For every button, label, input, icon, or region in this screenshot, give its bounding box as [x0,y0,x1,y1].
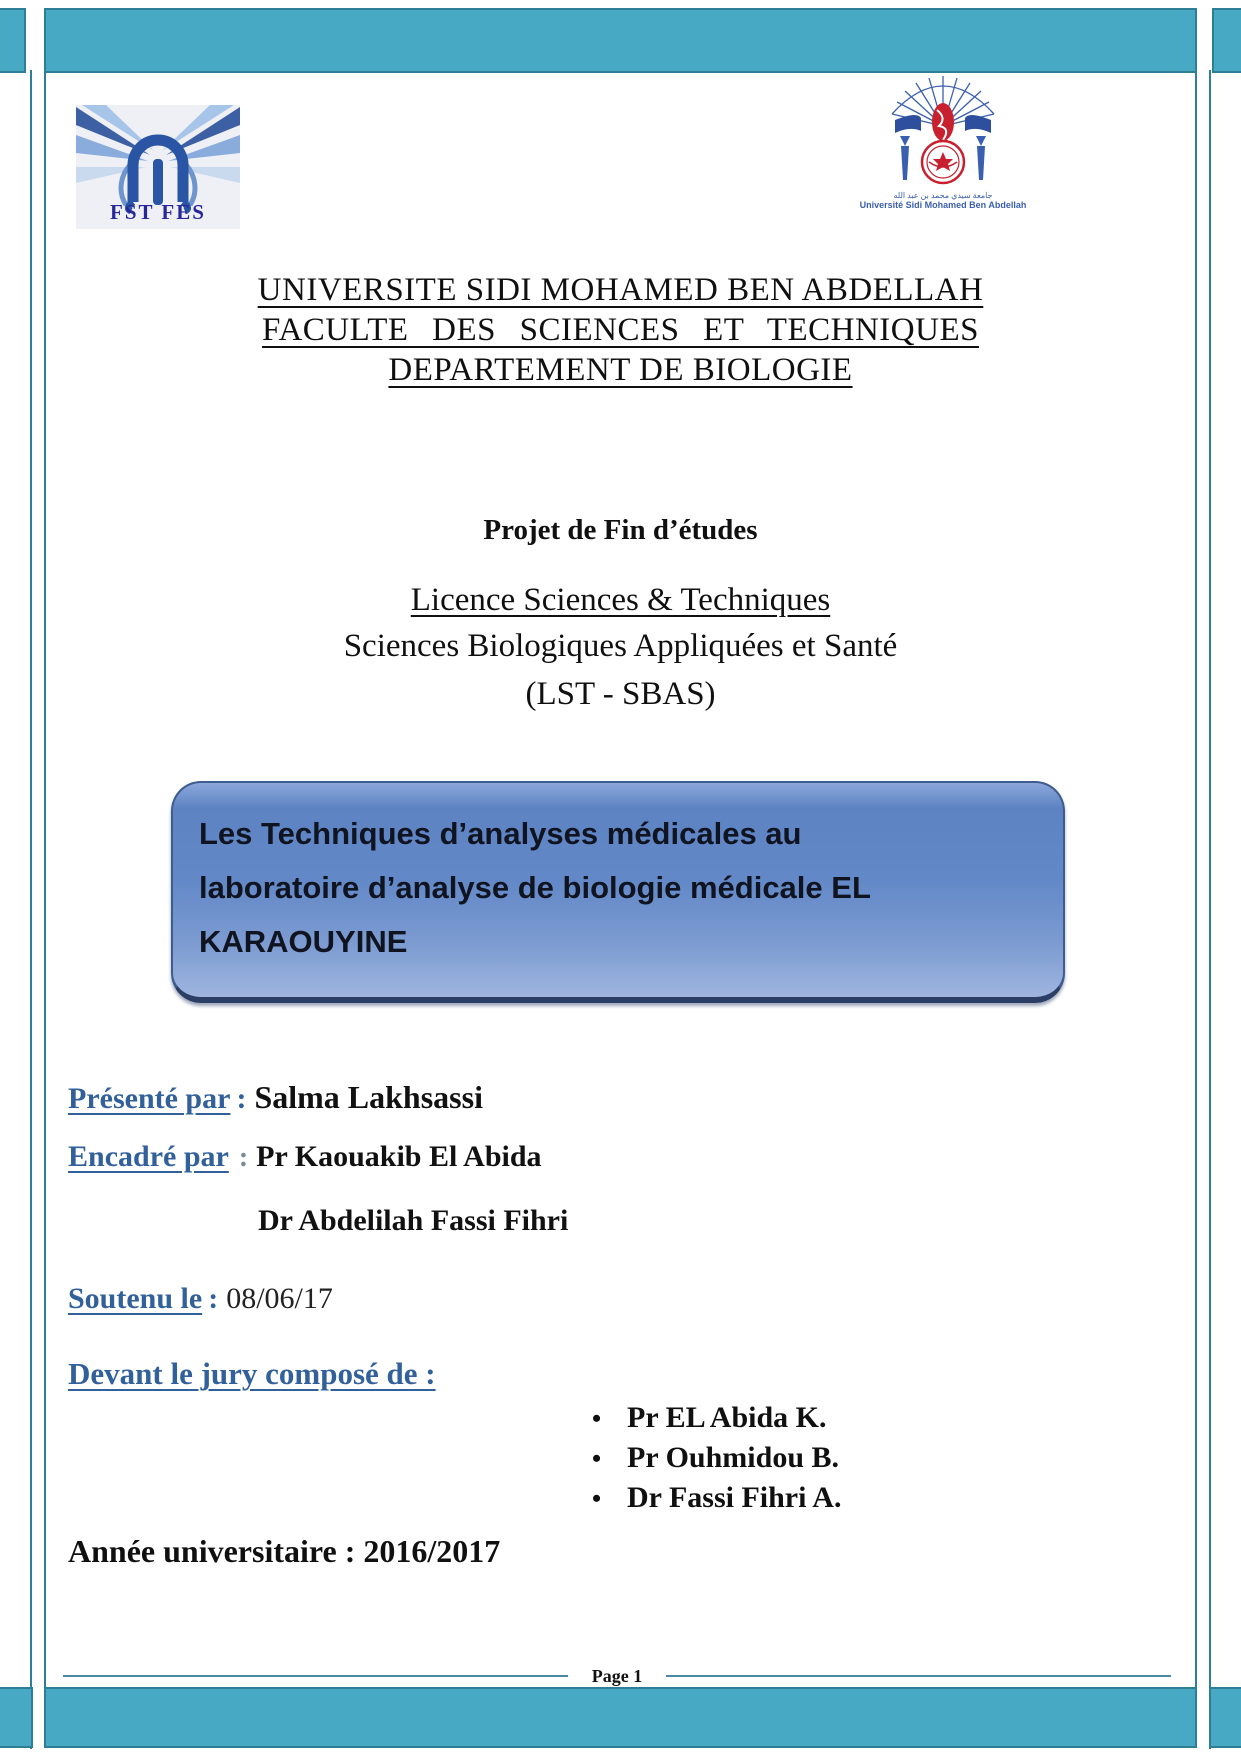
degree-abbreviation: (LST - SBAS) [525,676,716,712]
academic-year: Année universitaire : 2016/2017 [68,1533,501,1569]
top-band-left [0,8,26,73]
bottom-band-right [1209,1687,1241,1748]
thesis-title-line3: KARAOUYINE [199,924,408,959]
project-type: Projet de Fin d’études [483,514,758,546]
usmba-logo [855,74,1031,212]
thesis-title-line2: laboratoire d’analyse de biologie médicale EL [199,870,871,905]
defense-date: 08/06/17 [226,1282,333,1315]
jury-member [592,1478,841,1518]
top-band [44,8,1197,73]
jury-member [592,1398,841,1438]
bottom-band [44,1687,1197,1748]
department-name: DEPARTEMENT DE BIOLOGIE [388,352,853,388]
presented-colon: : [236,1082,247,1115]
page-border-line-left [30,70,32,1749]
jury-list [592,1398,841,1518]
bullet-icon: • [592,1484,602,1513]
supervised-colon: : [238,1142,249,1173]
author-name: Salma Lakhsassi [254,1079,483,1115]
defended-colon: : [208,1282,219,1315]
thesis-title-box [171,781,1065,1003]
page-footer [63,1662,1171,1690]
page-number: Page 1 [591,1665,643,1686]
degree-name: Licence Sciences & Techniques [410,582,831,618]
top-band-right [1212,8,1241,73]
fst-logo-label: FST FES [110,200,206,224]
usmba-arabic-caption: جامعة سيدي محمد بن عبد الله [893,191,993,200]
bottom-band-left [0,1687,33,1748]
jury-member [592,1438,841,1478]
bullet-icon: • [592,1404,602,1433]
jury-member-name: Pr EL Abida K. [627,1401,827,1434]
usmba-caption: Université Sidi Mohamed Ben Abdellah [859,200,1027,210]
jury-member-name: Dr Fassi Fihri A. [627,1481,842,1514]
presented-by-label: Présenté par [68,1082,231,1115]
footer-rule-left [63,1675,568,1677]
fst-fes-logo [76,105,240,229]
jury-section-label: Devant le jury composé de : [68,1356,436,1391]
footer-rule-right [666,1675,1171,1677]
bullet-icon: • [592,1444,602,1473]
supervised-by-label: Encadré par [68,1140,229,1173]
faculty-name: FACULTE DES SCIENCES ET TECHNIQUES [262,312,979,348]
jury-member-name: Pr Ouhmidou B. [627,1441,840,1474]
specialty-name: Sciences Biologiques Appliquées et Santé [343,628,898,664]
usmba-emblem-icon [855,74,1031,186]
supervisor1-name: Pr Kaouakib El Abida [256,1140,542,1173]
defended-on-label: Soutenu le [68,1282,203,1315]
thesis-title-line1: Les Techniques d’analyses médicales au [199,816,802,851]
university-name: UNIVERSITE SIDI MOHAMED BEN ABDELLAH [257,272,984,308]
supervisor2-name: Dr Abdelilah Fassi Fihri [258,1204,569,1237]
page-border-line-right [1209,70,1211,1749]
